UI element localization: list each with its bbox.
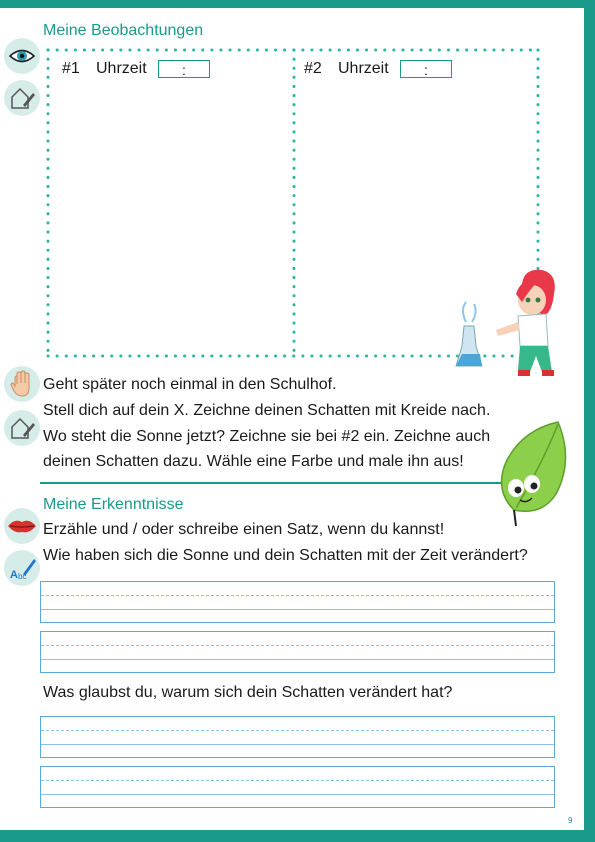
observations-heading: Meine Beobachtungen: [43, 22, 204, 39]
panel2-time-field[interactable]: :: [400, 60, 452, 78]
bottom-border: [0, 830, 595, 842]
guide-line: [41, 744, 554, 745]
answer-box-1[interactable]: [40, 581, 555, 623]
svg-text:bc: bc: [18, 572, 27, 581]
instruction-line-4: deinen Schatten dazu. Wähle eine Farbe und male ihn aus!: [43, 453, 464, 470]
findings-line-2: Wie haben sich die Sonne und dein Schatten mit der Zeit verändert?: [43, 547, 528, 564]
section-divider: [40, 482, 540, 484]
girl-illustration: [452, 266, 562, 386]
guide-line: [41, 780, 554, 781]
pencil-house-icon-2: [4, 410, 40, 446]
abc-pen-icon: [4, 550, 40, 586]
mouth-icon: [4, 508, 40, 544]
panel2-number: #2: [304, 60, 322, 77]
findings-heading: Meine Erkenntnisse: [43, 496, 184, 513]
answer-box-2[interactable]: [40, 631, 555, 673]
answer-box-3[interactable]: [40, 716, 555, 758]
guide-line: [41, 645, 554, 646]
right-border: [584, 0, 595, 842]
pencil-house-icon: [4, 80, 40, 116]
guide-line: [41, 609, 554, 610]
guide-line: [41, 659, 554, 660]
guide-line: [41, 595, 554, 596]
panel1-number: #1: [62, 60, 80, 77]
panel2-time-label: Uhrzeit: [338, 60, 389, 77]
findings-line-1: Erzähle und / oder schreibe einen Satz, wenn du kannst!: [43, 521, 445, 538]
answer-box-4[interactable]: [40, 766, 555, 808]
findings-question-2: Was glaubst du, warum sich dein Schatten verändert hat?: [43, 684, 453, 701]
instruction-line-1: Geht später noch einmal in den Schulhof.: [43, 376, 337, 393]
eye-icon: [4, 38, 40, 74]
hand-icon: [4, 366, 40, 402]
top-border: [0, 0, 595, 8]
panel1-time-label: Uhrzeit: [96, 60, 147, 77]
panel1-time-field[interactable]: :: [158, 60, 210, 78]
instruction-line-2: Stell dich auf dein X. Zeichne deinen Schatten mit Kreide nach.: [43, 402, 491, 419]
page-number: 9: [568, 816, 573, 825]
guide-line: [41, 794, 554, 795]
guide-line: [41, 730, 554, 731]
svg-text:A: A: [10, 569, 18, 581]
leaf-mascot: [494, 420, 574, 528]
instruction-line-3: Wo steht die Sonne jetzt? Zeichne sie bei #2 ein. Zeichne auch: [43, 428, 491, 445]
